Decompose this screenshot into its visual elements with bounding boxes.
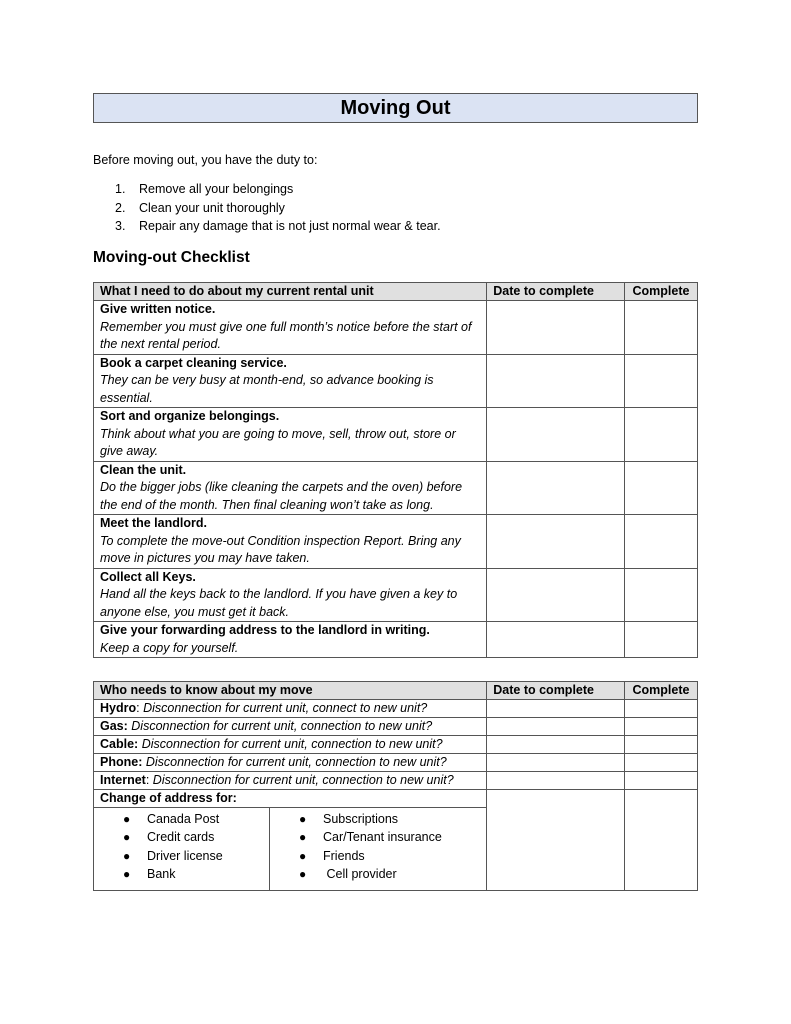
complete-cell[interactable] (624, 622, 697, 658)
complete-cell[interactable] (624, 772, 697, 790)
table-row (94, 622, 698, 658)
duty-item: 1. Remove all your belongings (115, 182, 294, 196)
task-cell: Give your forwarding address to the landlord in writing. Keep a copy for yourself. (94, 622, 487, 658)
table-row (94, 568, 698, 622)
change-of-address-columns (94, 808, 486, 890)
complete-cell[interactable] (624, 354, 697, 408)
bullet-icon: ● (123, 830, 131, 845)
list-item: ● Driver license (123, 848, 223, 863)
duties-list (115, 182, 441, 238)
bullet-icon: ● (299, 867, 307, 882)
date-cell[interactable] (487, 622, 625, 658)
complete-cell[interactable] (624, 301, 697, 355)
task-cell: Give written notice. Remember you must give one full month’s notice before the start of the next rental period. (94, 301, 487, 355)
table-row (94, 461, 698, 515)
duty-item: 2. Clean your unit thoroughly (115, 200, 285, 215)
complete-cell[interactable] (624, 568, 697, 622)
service-cell: Phone: Disconnection for current unit, connection to new unit? (94, 754, 487, 772)
table-row (94, 772, 698, 790)
bullet-icon: ● (123, 867, 131, 882)
list-item: ● Subscriptions (299, 811, 399, 826)
service-cell: Internet: Disconnection for current unit, connection to new unit? (94, 772, 487, 790)
page-title: Moving Out (340, 96, 451, 119)
table-header-row (94, 682, 698, 700)
complete-cell[interactable] (624, 754, 697, 772)
date-cell[interactable] (487, 790, 625, 891)
complete-cell[interactable] (624, 718, 697, 736)
date-cell[interactable] (487, 408, 625, 462)
column-header-date: Date to complete (487, 283, 625, 301)
bullet-icon: ● (299, 830, 307, 845)
table-row (94, 301, 698, 355)
table-row (94, 515, 698, 569)
date-cell[interactable] (487, 568, 625, 622)
task-cell: Meet the landlord. To complete the move-out Condition inspection Report. Bring any move in pictures you may have taken. (94, 515, 487, 569)
complete-cell[interactable] (624, 408, 697, 462)
column-header-date: Date to complete (487, 682, 625, 700)
table-row (94, 700, 698, 718)
service-cell: Hydro: Disconnection for current unit, connect to new unit? (94, 700, 487, 718)
change-of-address-right-column (270, 808, 486, 890)
list-item: ● Cell provider (299, 867, 397, 882)
date-cell[interactable] (487, 772, 625, 790)
list-item: ● Car/Tenant insurance (299, 830, 442, 845)
table-row (94, 736, 698, 754)
date-cell[interactable] (487, 354, 625, 408)
table-row (94, 408, 698, 462)
date-cell[interactable] (487, 754, 625, 772)
service-cell: Gas: Disconnection for current unit, connection to new unit? (94, 718, 487, 736)
change-of-address-left-column (94, 808, 270, 890)
task-cell: Sort and organize belongings. Think about what you are going to move, sell, throw out, store or give away. (94, 408, 487, 462)
bullet-icon: ● (123, 848, 131, 863)
complete-cell[interactable] (624, 790, 697, 891)
column-header-who: Who needs to know about my move (94, 682, 487, 700)
intro-text: Before moving out, you have the duty to: (93, 153, 318, 167)
service-cell: Cable: Disconnection for current unit, connection to new unit? (94, 736, 487, 754)
duty-item: 3. Repair any damage that is not just normal wear & tear. (115, 219, 441, 233)
column-header-complete: Complete (624, 283, 697, 301)
list-item: ● Bank (123, 867, 176, 882)
date-cell[interactable] (487, 301, 625, 355)
task-cell: Clean the unit. Do the bigger jobs (like cleaning the carpets and the oven) before the end of the month. Then final cleaning won’t take as long. (94, 461, 487, 515)
complete-cell[interactable] (624, 736, 697, 754)
complete-cell[interactable] (624, 461, 697, 515)
list-item: ● Friends (299, 848, 365, 863)
date-cell[interactable] (487, 700, 625, 718)
complete-cell[interactable] (624, 700, 697, 718)
list-item: ● Canada Post (123, 811, 220, 826)
bullet-icon: ● (123, 811, 131, 826)
change-of-address-cell (94, 790, 487, 891)
table-row (94, 354, 698, 408)
task-cell: Collect all Keys. Hand all the keys back to the landlord. If you have given a key to anyone else, you must get it back. (94, 568, 487, 622)
complete-cell[interactable] (624, 515, 697, 569)
list-item: ● Credit cards (123, 830, 215, 845)
date-cell[interactable] (487, 718, 625, 736)
rental-unit-checklist-table (93, 282, 698, 658)
table-row (94, 718, 698, 736)
table-header-row (94, 283, 698, 301)
bullet-icon: ● (299, 848, 307, 863)
date-cell[interactable] (487, 515, 625, 569)
column-header-complete: Complete (624, 682, 697, 700)
page-title-box (93, 93, 698, 123)
task-cell: Book a carpet cleaning service. They can be very busy at month-end, so advance booking is essential. (94, 354, 487, 408)
column-header-task: What I need to do about my current rental unit (94, 283, 487, 301)
change-of-address-row (94, 790, 698, 891)
who-needs-to-know-table (93, 681, 698, 891)
date-cell[interactable] (487, 461, 625, 515)
bullet-icon: ● (299, 811, 307, 826)
table-row (94, 754, 698, 772)
change-of-address-heading: Change of address for: (94, 790, 486, 808)
date-cell[interactable] (487, 736, 625, 754)
checklist-heading: Moving-out Checklist (93, 249, 250, 266)
